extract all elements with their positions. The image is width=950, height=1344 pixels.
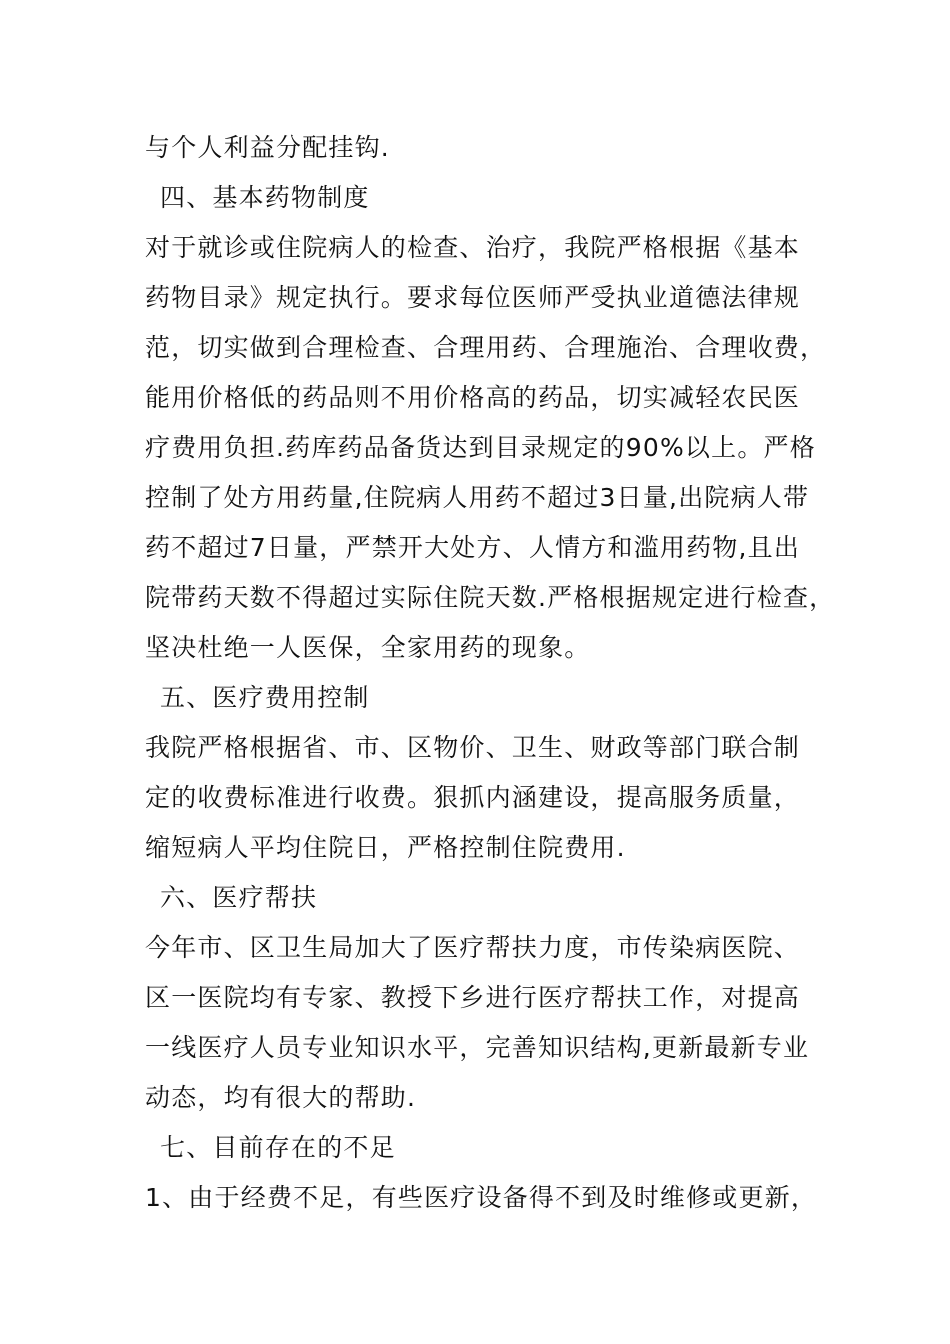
paragraph-line: 控制了处方用药量,住院病人用药不超过3日量,出院病人带 bbox=[145, 483, 810, 512]
paragraph-line: 定的收费标准进行收费。狠抓内涵建设，提高服务质量， bbox=[145, 783, 801, 812]
section-heading: 七、目前存在的不足 bbox=[160, 1133, 396, 1162]
paragraph-line: 缩短病人平均住院日，严格控制住院费用. bbox=[145, 833, 626, 862]
paragraph-line: 院带药天数不得超过实际住院天数.严格根据规定进行检查， bbox=[145, 583, 836, 612]
paragraph-line: 对于就诊或住院病人的检查、治疗，我院严格根据《基本 bbox=[145, 233, 801, 262]
section-heading: 六、医疗帮扶 bbox=[160, 883, 318, 912]
paragraph-line: 区一医院均有专家、教授下乡进行医疗帮扶工作，对提高 bbox=[145, 983, 801, 1012]
paragraph-line: 疗费用负担.药库药品备货达到目录规定的90%以上。严格 bbox=[145, 433, 816, 462]
section-heading: 四、基本药物制度 bbox=[160, 183, 370, 212]
paragraph-line: 范，切实做到合理检查、合理用药、合理施治、合理收费， bbox=[145, 333, 827, 362]
paragraph-line: 药物目录》规定执行。要求每位医师严受执业道德法律规 bbox=[145, 283, 801, 312]
paragraph-line: 坚决杜绝一人医保，全家用药的现象。 bbox=[145, 633, 591, 662]
paragraph-line: 能用价格低的药品则不用价格高的药品，切实减轻农民医 bbox=[145, 383, 801, 412]
paragraph-line: 我院严格根据省、市、区物价、卫生、财政等部门联合制 bbox=[145, 733, 801, 762]
paragraph-line: 药不超过7日量，严禁开大处方、人情方和滥用药物,且出 bbox=[145, 533, 801, 562]
paragraph-line: 与个人利益分配挂钩. bbox=[145, 133, 390, 162]
paragraph-line: 1、由于经费不足，有些医疗设备得不到及时维修或更新， bbox=[145, 1183, 818, 1212]
section-heading: 五、医疗费用控制 bbox=[160, 683, 370, 712]
paragraph-line: 动态，均有很大的帮助. bbox=[145, 1083, 417, 1112]
paragraph-line: 一线医疗人员专业知识水平，完善知识结构,更新最新专业 bbox=[145, 1033, 810, 1062]
paragraph-line: 今年市、区卫生局加大了医疗帮扶力度，市传染病医院、 bbox=[145, 933, 801, 962]
